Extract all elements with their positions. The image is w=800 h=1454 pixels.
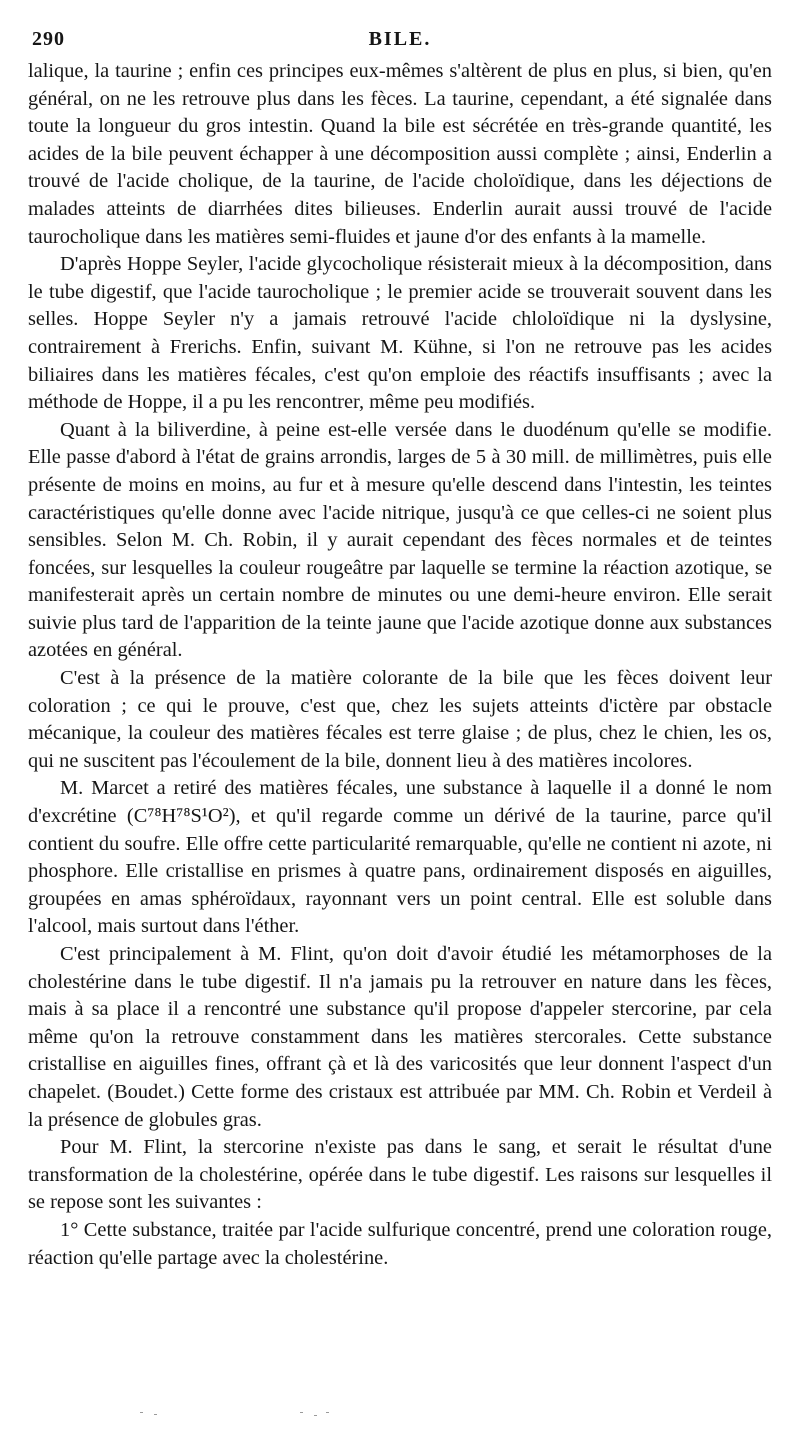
book-page: [28, 28, 772, 1272]
page-header: [28, 28, 772, 58]
running-title: BILE.: [368, 28, 432, 50]
paragraph-bile-acids-continuation: lalique, la taurine ; enfin ces principes eux-mêmes s'altèrent de plus en plus, si bien, qu'en général, on ne les retrouve plus dans les fèces. La taurine, cependant, a été signalée dans toute la longueur du gros intestin. Quand la bile est sécrétée en très-grande quantité, les acides de la bile peuvent échapper à une décomposition aussi complète ; ainsi, Enderlin a trouvé de l'acide cholique, de la taurine, de l'acide choloïdique, dans les déjections de malades atteints de diarrhées dites bilieuses. Enderlin aurait aussi trouvé de l'acide taurocholique dans les matières semi-fluides et jaune d'or des enfants à la mamelle.: [28, 60, 772, 248]
paragraph-flint-reasons: Pour M. Flint, la stercorine n'existe pas dans le sang, et serait le résultat d'une transformation de la cholestérine, opérée dans le tube digestif. Les raisons sur lesquelles il se repose sont les suivantes :: [28, 1136, 772, 1214]
print-specks: [140, 1412, 440, 1422]
paragraph-stercorine: C'est principalement à M. Flint, qu'on doit d'avoir étudié les métamorphoses de la cholestérine dans le tube digestif. Il n'a jamais pu la retrouver en nature dans les fèces, mais à sa place il a rencontré une substance qu'il propose d'appeler stercorine, par cela même qu'on la retrouve constamment dans les matières stercorales. Cette substance cristallise en aiguilles fines, offrant çà et là des varicosités que leur donnent l'aspect d'un chapelet. (Boudet.) Cette forme des cristaux est attribuée par MM. Ch. Robin et Verdeil à la présence de globules gras.: [28, 943, 772, 1131]
paragraph-hoppe-seyler: D'après Hoppe Seyler, l'acide glycocholique résisterait mieux à la décomposition, dans le tube digestif, que l'acide taurocholique ; le premier acide se trouverait souvent dans les selles. Hoppe Seyler n'y a jamais retrouvé l'acide chloloïdique ni la dyslysine, contrairement à Frerichs. Enfin, suivant M. Kühne, si l'on ne retrouve pas les acides biliaires dans les matières fécales, c'est qu'on emploie des réactifs insuffisants ; avec la méthode de Hoppe, il a pu les rencontrer, même peu modifiés.: [28, 253, 772, 414]
page-number: 290: [32, 28, 65, 50]
page-body: [28, 58, 772, 1272]
paragraph-excretine: M. Marcet a retiré des matières fécales, une substance à laquelle il a donné le nom d'excrétine (C⁷⁸H⁷⁸S¹O²), et qu'il regarde comme un dérivé de la taurine, parce qu'il contient du soufre. Elle offre cette particularité remarquable, qu'elle ne contient ni azote, ni phosphore. Elle cristallise en prismes à quatre pans, ordinairement disposés en aiguilles, groupées en amas sphéroïdaux, rayonnant vers un point central. Elle est soluble dans l'alcool, mais surtout dans l'éther.: [28, 777, 772, 938]
paragraph-reason-1: 1° Cette substance, traitée par l'acide sulfurique concentré, prend une coloration rouge, réaction qu'elle partage avec la cholestérine.: [28, 1218, 772, 1269]
paragraph-coloration: C'est à la présence de la matière colorante de la bile que les fèces doivent leur coloration ; ce qui le prouve, c'est que, chez les sujets atteints d'ictère par obstacle mécanique, la couleur des matières fécales est terre glaise ; de plus, chez le chien, les os, qui ne suscitent pas l'écoulement de la bile, donnent lieu à des matières incolores.: [28, 667, 772, 772]
paragraph-biliverdine: Quant à la biliverdine, à peine est-elle versée dans le duodénum qu'elle se modifie. Elle passe d'abord à l'état de grains arrondis, larges de 5 à 30 mill. de millimètres, puis elle présente de moins en moins, au fur et à mesure qu'elle descend dans l'intestin, les teintes caractéristiques qu'elle donne avec l'acide nitrique, jusqu'à ce que celles-ci ne soient plus sensibles. Selon M. Ch. Robin, il y aurait cependant des fèces normales et de teintes foncées, sur lesquelles la couleur rougeâtre par laquelle se termine la réaction azotique, se manifesterait après un certain nombre de minutes ou une demi-heure environ. Elle serait suivie plus tard de l'apparition de la teinte jaune que l'acide azotique donne aux substances azotées en général.: [28, 418, 772, 662]
